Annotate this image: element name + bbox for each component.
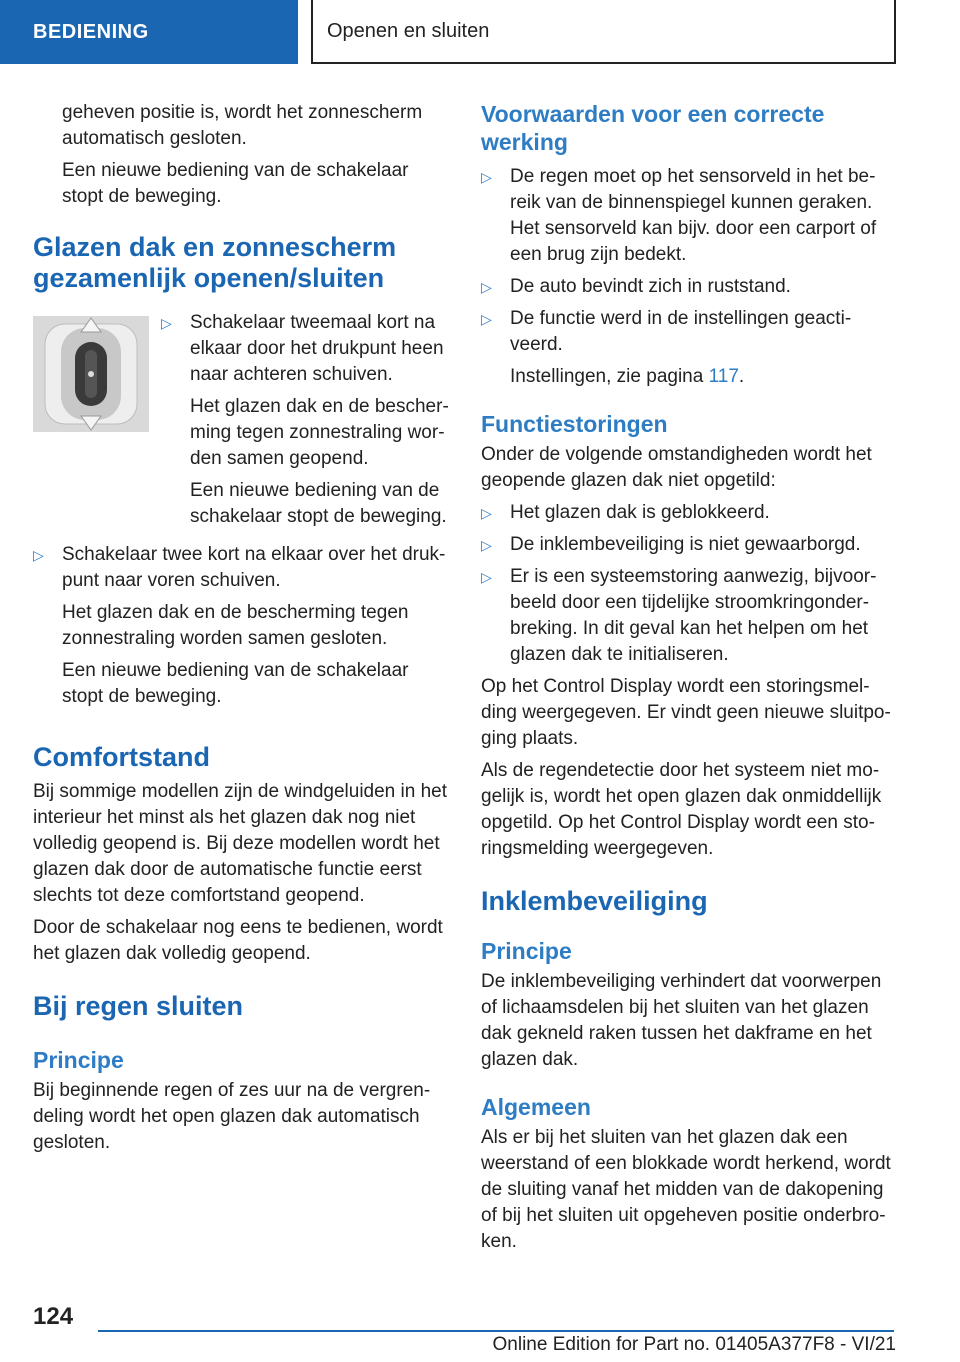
edition-note: Online Edition for Part no. 01405A377F8 - VI/21 [492, 1334, 896, 1355]
bullet-triangle-icon: ▷ [481, 311, 492, 327]
bullet-open-together [161, 310, 449, 530]
bullet-text: Schakelaar tweemaal kort na elkaar door het drukpunt heen naar achteren schuiven. [190, 312, 444, 385]
right-column [481, 100, 897, 1255]
storing-paragraph-1: Op het Control Display wordt een storingsmelding weergegeven. Er vindt geen nieuwe sluitpoging plaats. [481, 676, 891, 749]
bullet-text: De functie werd in de instellingen geactiveerd. [510, 308, 852, 355]
footer-divider [98, 1330, 894, 1332]
heading-voorwaarden: Voorwaarden voor een correcte werking [481, 101, 825, 155]
bullet-triangle-icon: ▷ [161, 315, 172, 331]
settings-reference [510, 364, 897, 390]
bullet-text: De auto bevindt zich in ruststand. [510, 276, 791, 297]
bullet-condition-1 [481, 164, 897, 268]
heading-inklembeveiliging: Inklembeveiliging [481, 886, 708, 916]
switch-instruction-block [33, 310, 449, 530]
left-column [33, 100, 449, 1156]
bullet-condition-2 [481, 274, 897, 300]
heading-bij-regen-sluiten: Bij regen sluiten [33, 991, 244, 1021]
principe-paragraph: Bij beginnende regen of zes uur na de vergrendeling wordt het open glazen dak automatisch gesloten. [33, 1080, 431, 1153]
intro-paragraph-2: Een nieuwe bediening van de schakelaar stopt de beweging. [62, 160, 409, 207]
bullet-fault-1 [481, 500, 897, 526]
bullet-triangle-icon: ▷ [481, 169, 492, 185]
comfort-paragraph-1: Bij sommige modellen zijn de windgeluiden in het interieur het minst als het glazen dak nog niet volledig geopend is. Bij deze modellen wordt het glazen dak door de automatische functie eerst slechts tot deze comfortstand geopend. [33, 781, 448, 906]
bullet-triangle-icon: ▷ [481, 279, 492, 295]
bullet-text: Schakelaar twee kort na elkaar over het drukpunt naar voren schuiven. [62, 544, 446, 591]
bullet-text: De regen moet op het sensorveld in het bereik van de binnenspiegel kunnen geraken. Het sensorveld kan bijv. door een carport of een brug zijn bedekt. [510, 166, 877, 265]
inklem-principe-paragraph: De inklembeveiliging verhindert dat voorwerpen of lichaamsdelen bij het sluiten van het glazen dak gekneld raken tussen het dakframe en het glazen dak. [481, 971, 882, 1070]
bullet-text: Een nieuwe bediening van de schakelaar stopt de beweging. [62, 660, 409, 707]
bullet-fault-2 [481, 532, 897, 558]
heading-glazen-dak: Glazen dak en zonnescherm gezamenlijk openen/sluiten [33, 232, 397, 293]
bullet-triangle-icon: ▷ [481, 569, 492, 585]
bullet-text: De inklembeveiliging is niet gewaarborgd. [510, 534, 861, 555]
heading-principe-right: Principe [481, 938, 572, 964]
heading-functiestoringen: Functiestoringen [481, 411, 668, 437]
bullet-fault-3 [481, 564, 897, 668]
chapter-title: Openen en sluiten [311, 0, 896, 64]
bullet-condition-3 [481, 306, 897, 390]
bullet-text: Er is een systeemstoring aanwezig, bijvoorbeeld door een tijdelijke stroomkringonderbreking. In dit geval kan het helpen om het glazen dak te initialiseren. [510, 566, 877, 665]
bullet-triangle-icon: ▷ [481, 505, 492, 521]
page-number: 124 [33, 1303, 74, 1330]
bullet-close-together [33, 542, 449, 710]
bullet-triangle-icon: ▷ [33, 547, 44, 563]
reference-text: Instellingen, zie pagina [510, 366, 704, 387]
bullet-text: Het glazen dak en de bescherming tegen zonnestraling worden samen gesloten. [62, 602, 409, 649]
page-link-117[interactable]: 117 [708, 366, 739, 387]
bullet-text: Het glazen dak is geblokkeerd. [510, 502, 770, 523]
bullet-text: Het glazen dak en de bescherming tegen zonnestraling worden samen geopend. [190, 396, 449, 469]
section-tab: BEDIENING [0, 0, 298, 64]
comfort-paragraph-2: Door de schakelaar nog eens te bedienen, wordt het glazen dak volledig geopend. [33, 917, 443, 964]
intro-paragraph-1: geheven positie is, wordt het zonnescherm automatisch gesloten. [62, 102, 423, 149]
heading-principe: Principe [33, 1047, 124, 1073]
storing-intro: Onder de volgende omstandigheden wordt het geopende glazen dak niet opgetild: [481, 444, 872, 491]
heading-algemeen: Algemeen [481, 1094, 591, 1120]
reference-end: . [738, 366, 745, 387]
algemeen-paragraph: Als er bij het sluiten van het glazen dak een weerstand of een blokkade wordt herkend, wordt de sluiting vanaf het midden van de dakopening of bij het sluiten uit opgeheven positie onderbroken. [481, 1127, 891, 1252]
storing-paragraph-2: Als de regendetectie door het systeem niet mogelijk is, wordt het open glazen dak onmiddellijk opgetild. Op het Control Display wordt een storingsmelding weergegeven. [481, 760, 882, 859]
roof-switch-illustration [33, 316, 149, 432]
heading-comfortstand: Comfortstand [33, 742, 210, 772]
bullet-triangle-icon: ▷ [481, 537, 492, 553]
bullet-text: Een nieuwe bediening van de schakelaar stopt de beweging. [190, 480, 447, 527]
